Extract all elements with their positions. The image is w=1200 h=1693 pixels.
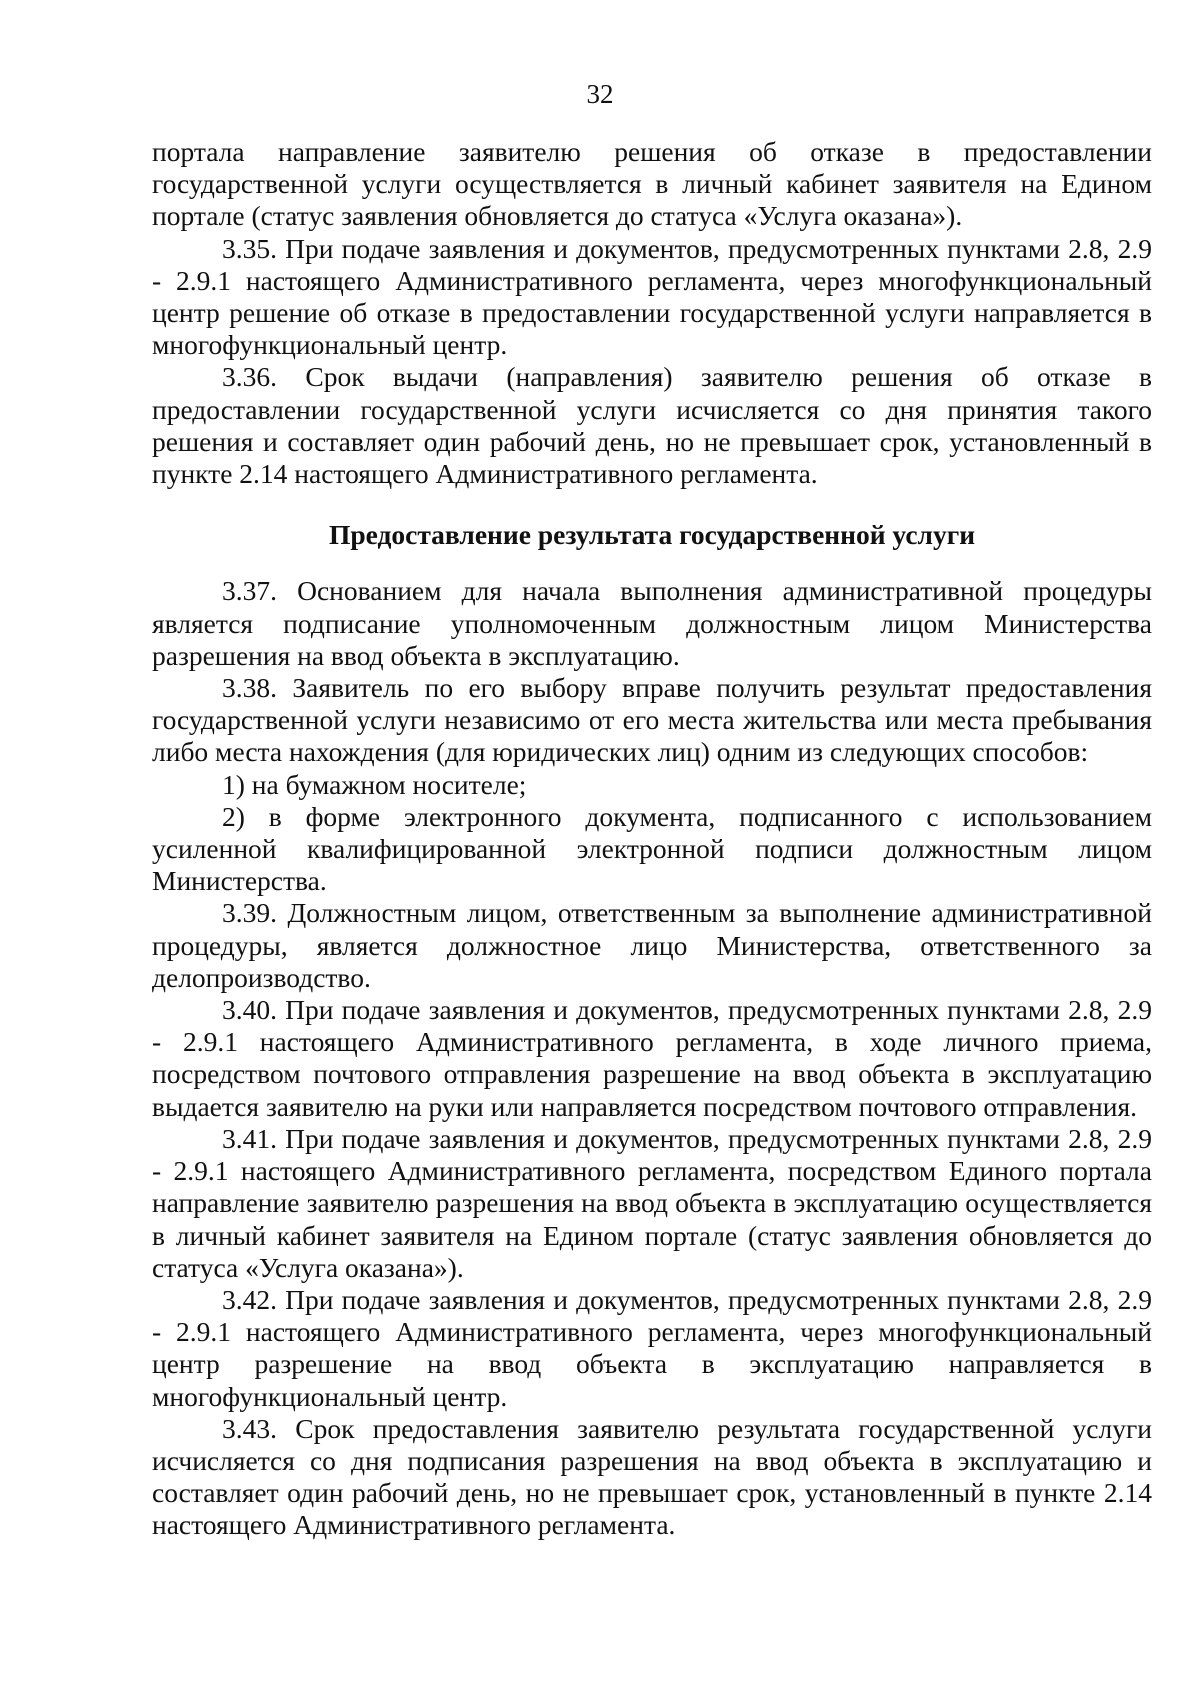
- paragraph-p-3-39: 3.39. Должностным лицом, ответственным за выполнение административной процедуры, является должностное лицо Министерства, ответственного за делопроизводство.: [152, 897, 1152, 993]
- paragraph-p-3-38-1: 1) на бумажном носителе;: [222, 768, 527, 800]
- section-heading: Предоставление результата государственной услуги: [328, 519, 976, 551]
- paragraph-p-3-35: 3.35. При подаче заявления и документов, предусмотренных пунктами 2.8, 2.9 - 2.9.1 настоящего Административного регламента, через многофункциональный центр решение об отказе в предоставлении государственной услуги направляется в многофункциональный центр.: [152, 232, 1152, 361]
- paragraph-p-cont: портала направление заявителю решения об отказе в предоставлении государственной услуги осуществляется в личный кабинет заявителя на Едином портале (статус заявления обновляется до статуса «Услуга оказана»).: [152, 136, 1152, 232]
- paragraph-p-3-43: 3.43. Срок предоставления заявителю результата государственной услуги исчисляется со дня подписания разрешения на ввод объекта в эксплуатацию и составляет один рабочий день, но не превышает срок, установленный в пункте 2.14 настоящего Административного регламента.: [152, 1412, 1152, 1541]
- document-body: [152, 136, 1152, 1542]
- paragraph-p-3-40: 3.40. При подаче заявления и документов, предусмотренных пунктами 2.8, 2.9 - 2.9.1 настоящего Административного регламента, в ходе личного приема, посредством почтового отправления разрешение на ввод объекта в эксплуатацию выдается заявителю на руки или направляется посредством почтового отправления.: [152, 994, 1152, 1122]
- paragraph-p-3-36: 3.36. Срок выдачи (направления) заявителю решения об отказе в предоставлении государственной услуги исчисляется со дня принятия такого решения и составляет один рабочий день, но не превышает срок, установленный в пункте 2.14 настоящего Административного регламента.: [152, 361, 1152, 490]
- paragraph-p-3-38-2: 2) в форме электронного документа, подписанного с использованием усиленной квалифицированной электронной подписи должностным лицом Министерства.: [152, 800, 1152, 897]
- paragraph-p-3-41: 3.41. При подаче заявления и документов, предусмотренных пунктами 2.8, 2.9 - 2.9.1 настоящего Административного регламента, посредством Единого портала направление заявителю разрешения на ввод объекта в эксплуатацию осуществляется в личный кабинет заявителя на Едином портале (статус заявления обновляется до статуса «Услуга оказана»).: [152, 1122, 1152, 1283]
- page-number: 32: [586, 79, 614, 109]
- paragraphs-top: [152, 136, 1152, 490]
- paragraph-p-3-37: 3.37. Основанием для начала выполнения административной процедуры является подписание уполномоченным должностным лицом Министерства разрешения на ввод объекта в эксплуатацию.: [152, 575, 1152, 671]
- paragraph-p-3-38: 3.38. Заявитель по его выбору вправе получить результат предоставления государственной услуги независимо от его места жительства или места пребывания либо места нахождения (для юридических лиц) одним из следующих способов:: [152, 672, 1152, 768]
- paragraphs-bottom: [152, 575, 1152, 1541]
- paragraph-p-3-42: 3.42. При подаче заявления и документов, предусмотренных пунктами 2.8, 2.9 - 2.9.1 настоящего Административного регламента, через многофункциональный центр разрешение на ввод объекта в эксплуатацию направляется в многофункциональный центр.: [152, 1283, 1152, 1412]
